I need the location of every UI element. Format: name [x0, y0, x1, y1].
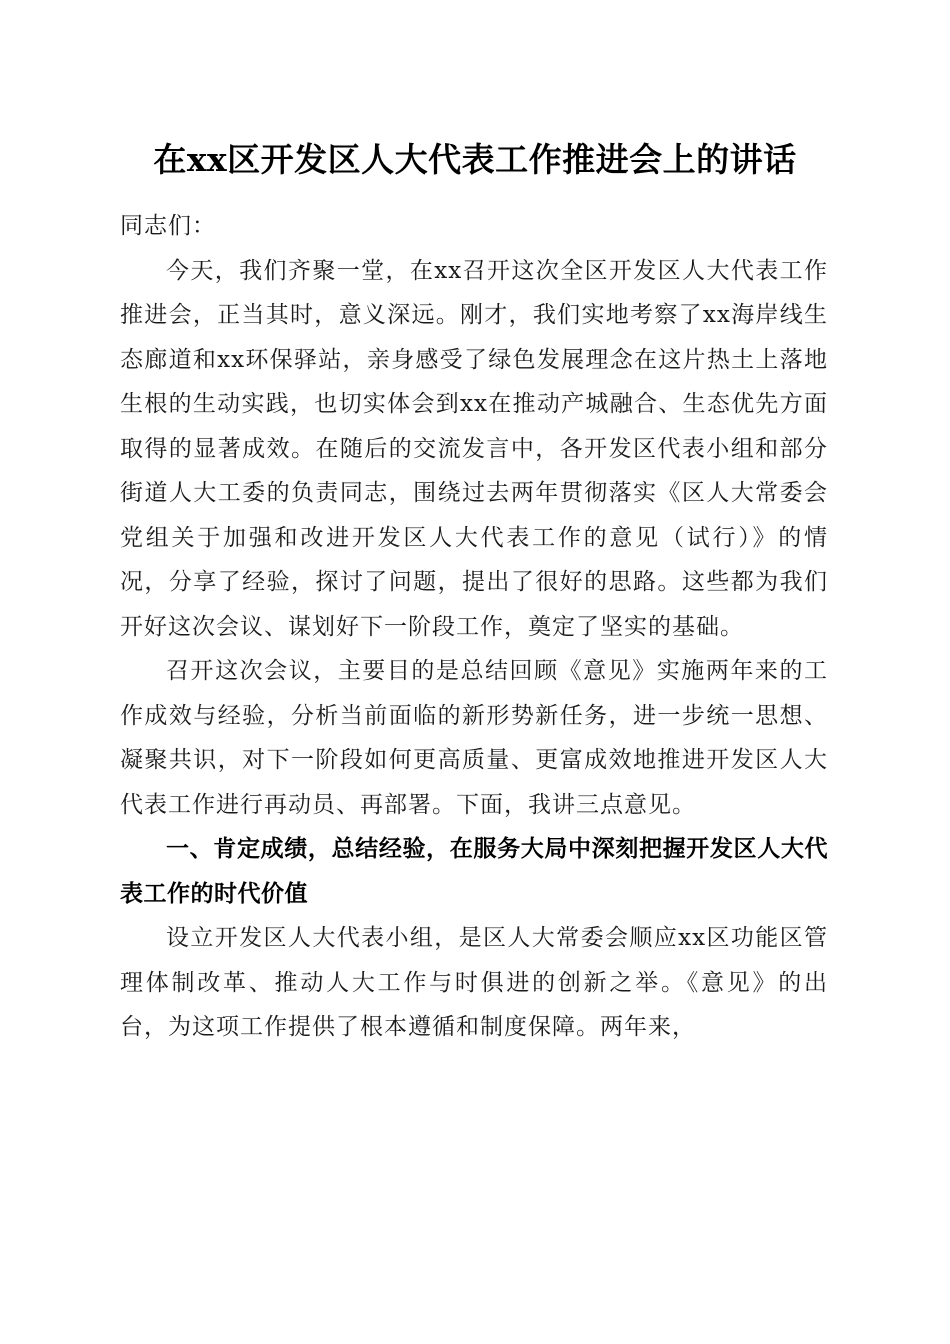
document-title: 在xx区开发区人大代表工作推进会上的讲话 [153, 140, 797, 179]
paragraph-section-1: 设立开发区人大代表小组，是区人大常委会顺应xx区功能区管理体制改革、推动人大工作与时俱进的创新之举。《意见》的出台，为这项工作提供了根本遵循和制度保障。两年来， [120, 925, 828, 1040]
salutation: 同志们： [120, 213, 216, 239]
document-body [120, 204, 828, 1050]
section-heading-1: 一、肯定成绩，总结经验，在服务大局中深刻把握开发区人大代表工作的时代价值 [120, 836, 828, 907]
paragraph-intro: 今天，我们齐聚一堂，在xx召开这次全区开发区人大代表工作推进会，正当其时，意义深远。刚才，我们实地考察了xx海岸线生态廊道和xx环保驿站，亲身感受了绿色发展理念在这片热土上落地生根的生动实践，也切实体会到xx在推动产城融合、生态优先方面取得的显著成效。在随后的交流发言中，各开发区代表小组和部分街道人大工委的负责同志，围绕过去两年贯彻落实《区人大常委会党组关于加强和改进开发区人大代表工作的意见（试行）》的情况，分享了经验，探讨了问题，提出了很好的思路。这些都为我们开好这次会议、谋划好下一阶段工作，奠定了坚实的基础。 [120, 257, 828, 640]
paragraph-purpose: 召开这次会议，主要目的是总结回顾《意见》实施两年来的工作成效与经验，分析当前面临的新形势新任务，进一步统一思想、凝聚共识，对下一阶段如何更高质量、更富成效地推进开发区人大代表工作进行再动员、再部署。下面，我讲三点意见。 [120, 658, 828, 818]
